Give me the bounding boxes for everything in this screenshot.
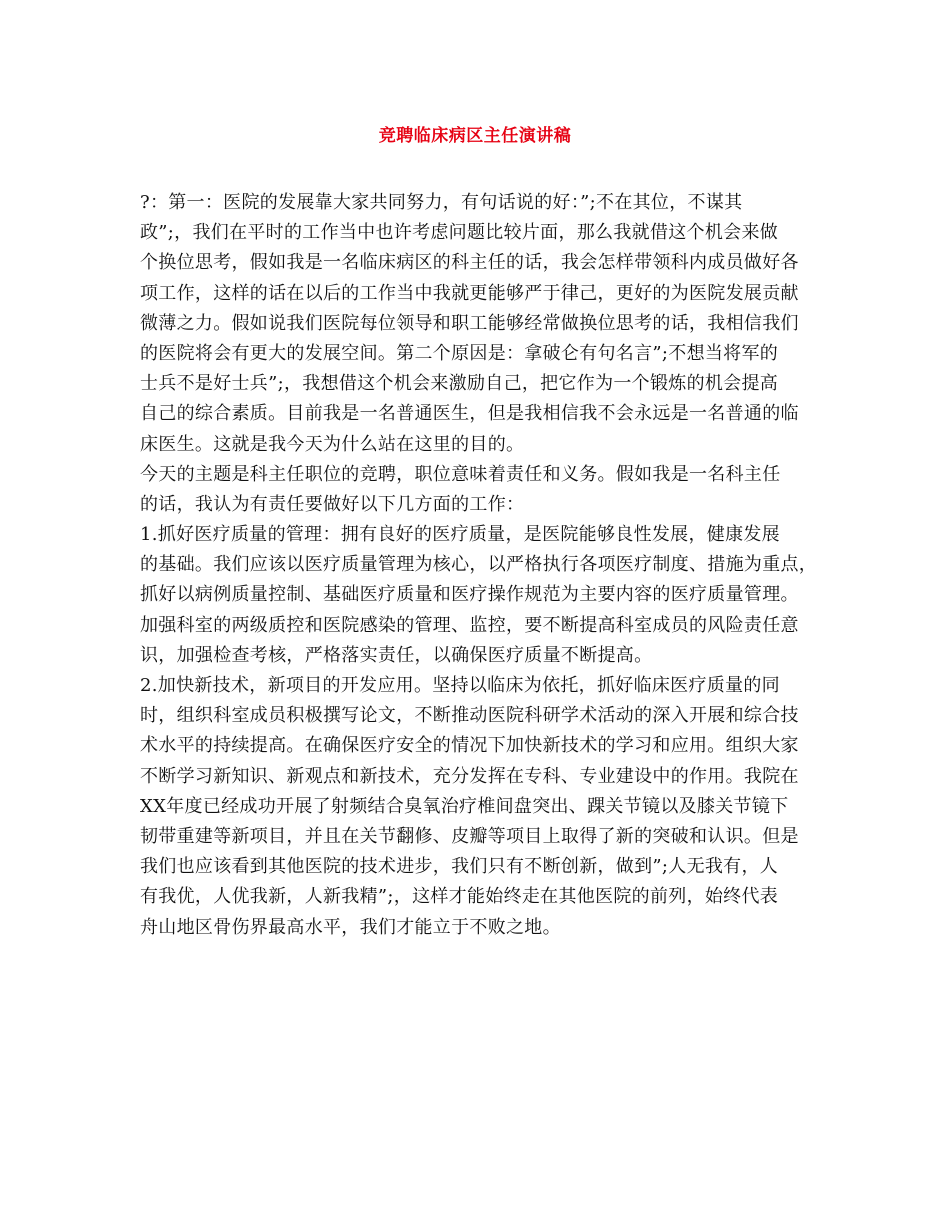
body-line: 加强科室的两级质控和医院感染的管理、监控，要不断提高科室成员的风险责任意 [140, 614, 799, 636]
body-line: 个换位思考，假如我是一名临床病区的科主任的话，我会怎样带领科内成员做好各 [140, 252, 799, 274]
body-line: 术水平的持续提高。在确保医疗安全的情况下加快新技术的学习和应用。组织大家 [140, 735, 799, 757]
body-line: 2.加快新技术，新项目的开发应用。坚持以临床为依托，抓好临床医疗质量的同 [140, 675, 780, 696]
body-line: ?：第一：医院的发展靠大家共同努力，有句话说的好：”;不在其位，不谋其 [140, 192, 743, 213]
body-line: 我们也应该看到其他医院的技术进步，我们只有不断创新，做到”;人无我有，人 [140, 856, 779, 878]
body-line: 有我优，人优我新，人新我精”;，这样才能始终走在其他医院的前列，始终代表 [140, 886, 779, 908]
body-line: XX年度已经成功开展了射频结合臭氧治疗椎间盘突出、踝关节镜以及膝关节镜下 [140, 795, 789, 817]
body-line: 的基础。我们应该以医疗质量管理为核心，以严格执行各项医疗制度、措施为重点， [140, 554, 818, 576]
body-line: 床医生。这就是我今天为什么站在这里的目的。 [140, 433, 525, 455]
body-line: 的话，我认为有责任要做好以下几方面的工作： [140, 493, 525, 515]
body-line: 时，组织科室成员积极撰写论文，不断推动医院科研学术活动的深入开展和综合技 [140, 705, 799, 727]
body-line: 识，加强检查考核，严格落实责任，以确保医疗质量不断提高。 [140, 644, 653, 666]
body-line: 不断学习新知识、新观点和新技术，充分发挥在专科、专业建设中的作用。我院在 [140, 765, 799, 787]
document-title: 竞聘临床病区主任演讲稿 [378, 126, 572, 146]
body-line: 抓好以病例质量控制、基础医疗质量和医疗操作规范为主要内容的医疗质量管理。 [140, 584, 799, 606]
body-line: 韧带重建等新项目，并且在关节翻修、皮瓣等项目上取得了新的突破和认识。但是 [140, 825, 799, 847]
body-line: 舟山地区骨伤界最高水平，我们才能立于不败之地。 [140, 916, 561, 938]
body-line: 自己的综合素质。目前我是一名普通医生，但是我相信我不会永远是一名普通的临 [140, 403, 799, 425]
body-line: 的医院将会有更大的发展空间。第二个原因是：拿破仑有句名言”;不想当将军的 [140, 342, 779, 364]
body-line: 今天的主题是科主任职位的竞聘，职位意味着责任和义务。假如我是一名科主任 [140, 463, 781, 485]
body-line: 士兵不是好士兵”;，我想借这个机会来激励自己，把它作为一个锻炼的机会提高 [140, 373, 779, 395]
body-line: 项工作，这样的话在以后的工作当中我就更能够严于律己，更好的为医院发展贡献 [140, 282, 799, 304]
body-line: 1.抓好医疗质量的管理：拥有良好的医疗质量，是医院能够良性发展，健康发展 [140, 524, 780, 546]
document-body [140, 188, 820, 943]
body-line: 微薄之力。假如说我们医院每位领导和职工能够经常做换位思考的话，我相信我们 [140, 312, 799, 334]
body-line: 政”;，我们在平时的工作当中也许考虑问题比较片面，那么我就借这个机会来做 [140, 222, 779, 244]
